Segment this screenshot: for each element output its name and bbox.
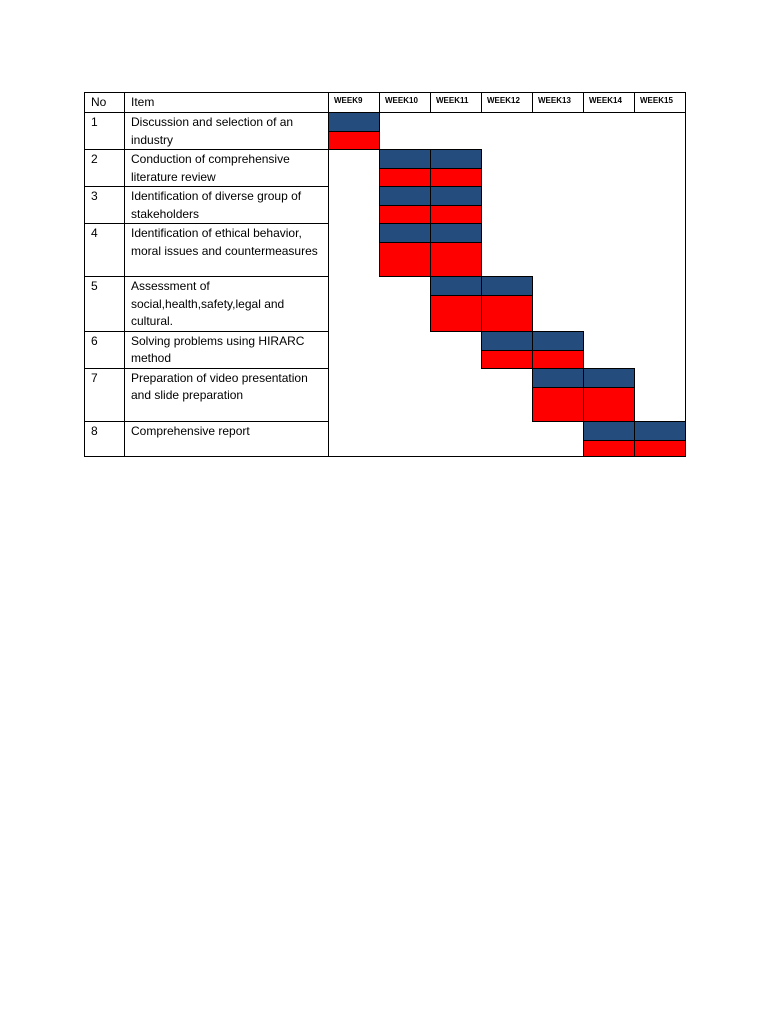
week-cell: [482, 150, 533, 187]
actual-bar: [328, 131, 380, 150]
week-cell: [584, 113, 635, 150]
week-cell: [635, 224, 686, 277]
week-cell: [380, 421, 431, 456]
header-week: WEEK13: [533, 93, 584, 113]
week-cell: [533, 187, 584, 224]
row-number: 6: [85, 331, 125, 368]
week-cell: [380, 224, 431, 277]
plan-bar: [482, 276, 533, 296]
plan-bar: [431, 149, 482, 169]
header-row: [85, 93, 686, 113]
week-cell: [533, 113, 584, 150]
header-week: WEEK9: [329, 93, 380, 113]
week-cell: [533, 421, 584, 456]
row-number: 3: [85, 187, 125, 224]
row-number: 5: [85, 277, 125, 332]
actual-bar: [431, 242, 482, 277]
actual-bar: [379, 205, 430, 224]
table-row: [85, 224, 686, 277]
week-cell: [584, 150, 635, 187]
week-cell: [533, 368, 584, 421]
week-cell: [635, 150, 686, 187]
week-cell: [431, 277, 482, 332]
week-cell: [482, 421, 533, 456]
plan-bar: [583, 421, 634, 441]
week-cell: [431, 331, 482, 368]
week-cell: [584, 368, 635, 421]
week-cell: [482, 277, 533, 332]
header-week: WEEK10: [380, 93, 431, 113]
actual-bar: [532, 387, 583, 422]
gantt-header: [85, 93, 686, 113]
week-cell: [533, 277, 584, 332]
actual-bar: [430, 295, 481, 332]
week-cell: [635, 277, 686, 332]
week-cell: [635, 368, 686, 421]
week-cell: [380, 150, 431, 187]
actual-bar: [431, 205, 482, 224]
week-cell: [635, 187, 686, 224]
plan-bar: [328, 112, 380, 132]
row-item: Conduction of comprehensive literature review: [125, 150, 329, 187]
row-number: 7: [85, 368, 125, 421]
plan-bar: [532, 368, 583, 388]
table-row: [85, 187, 686, 224]
week-cell: [380, 187, 431, 224]
week-cell: [584, 421, 635, 456]
plan-bar: [430, 276, 481, 296]
plan-bar: [635, 421, 686, 441]
row-item: Identification of diverse group of stakeholders: [125, 187, 329, 224]
actual-bar: [379, 242, 430, 277]
week-cell: [635, 113, 686, 150]
week-cell: [482, 368, 533, 421]
actual-bar: [379, 168, 430, 187]
header-week: WEEK12: [482, 93, 533, 113]
plan-bar: [379, 223, 430, 243]
week-cell: [482, 331, 533, 368]
plan-bar: [431, 186, 482, 206]
row-number: 8: [85, 421, 125, 456]
week-cell: [329, 421, 380, 456]
table-row: [85, 277, 686, 332]
table-row: [85, 368, 686, 421]
header-no: No: [85, 93, 125, 113]
week-cell: [533, 224, 584, 277]
actual-bar: [481, 350, 532, 369]
plan-bar: [379, 186, 430, 206]
week-cell: [329, 368, 380, 421]
actual-bar: [533, 350, 584, 369]
week-cell: [584, 277, 635, 332]
actual-bar: [583, 440, 634, 457]
week-cell: [482, 113, 533, 150]
week-cell: [431, 113, 482, 150]
header-week: WEEK14: [584, 93, 635, 113]
week-cell: [431, 150, 482, 187]
row-number: 1: [85, 113, 125, 150]
actual-bar: [584, 387, 635, 422]
row-item: Discussion and selection of an industry: [125, 113, 329, 150]
table-row: [85, 150, 686, 187]
week-cell: [431, 368, 482, 421]
table-row: [85, 331, 686, 368]
week-cell: [329, 113, 380, 150]
table-row: [85, 421, 686, 456]
week-cell: [329, 277, 380, 332]
header-item: Item: [125, 93, 329, 113]
week-cell: [329, 224, 380, 277]
week-cell: [584, 331, 635, 368]
plan-bar: [431, 223, 482, 243]
row-number: 4: [85, 224, 125, 277]
row-item: Identification of ethical behavior, moral issues and countermeasures: [125, 224, 329, 277]
header-week: WEEK15: [635, 93, 686, 113]
actual-bar: [482, 295, 533, 332]
week-cell: [584, 224, 635, 277]
week-cell: [380, 113, 431, 150]
week-cell: [380, 277, 431, 332]
plan-bar: [584, 368, 635, 388]
week-cell: [329, 331, 380, 368]
week-cell: [329, 187, 380, 224]
row-item: Solving problems using HIRARC method: [125, 331, 329, 368]
week-cell: [431, 421, 482, 456]
week-cell: [380, 331, 431, 368]
week-cell: [635, 331, 686, 368]
week-cell: [584, 187, 635, 224]
header-week: WEEK11: [431, 93, 482, 113]
week-cell: [482, 187, 533, 224]
week-cell: [380, 368, 431, 421]
row-item: Assessment of social,health,safety,legal and cultural.: [125, 277, 329, 332]
week-cell: [431, 187, 482, 224]
plan-bar: [481, 331, 532, 351]
row-item: Comprehensive report: [125, 421, 329, 456]
plan-bar: [533, 331, 584, 351]
week-cell: [635, 421, 686, 456]
week-cell: [482, 224, 533, 277]
week-cell: [533, 331, 584, 368]
week-cell: [431, 224, 482, 277]
plan-bar: [379, 149, 430, 169]
gantt-body: [85, 113, 686, 457]
actual-bar: [431, 168, 482, 187]
week-cell: [533, 150, 584, 187]
week-cell: [329, 150, 380, 187]
table-row: [85, 113, 686, 150]
actual-bar: [635, 440, 686, 457]
gantt-table: [84, 92, 686, 457]
row-number: 2: [85, 150, 125, 187]
row-item: Preparation of video presentation and slide preparation: [125, 368, 329, 421]
